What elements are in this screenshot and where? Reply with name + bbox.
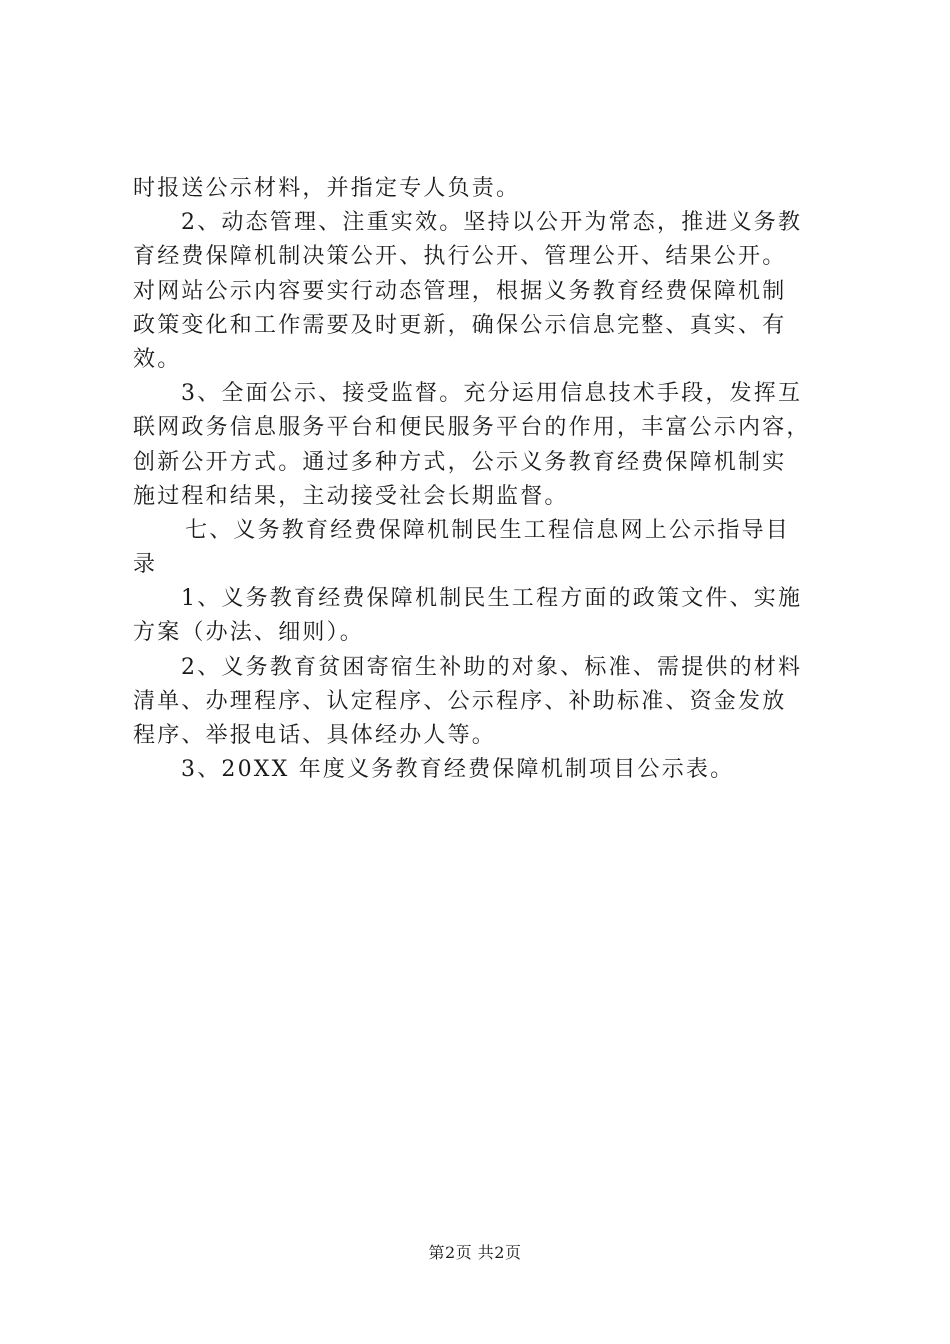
text-line: 对网站公示内容要实行动态管理，根据义务教育经费保障机制 — [133, 278, 787, 304]
page-number-footer: 第2页 共2页 — [428, 1243, 522, 1262]
text-line: 联网政务信息服务平台和便民服务平台的作用，丰富公示内容， — [133, 415, 811, 441]
text-line: 育经费保障机制决策公开、执行公开、管理公开、结果公开。 — [133, 244, 787, 270]
document-body — [133, 172, 833, 787]
text-line: 清单、办理程序、认定程序、公示程序、补助标准、资金发放 — [133, 688, 787, 714]
text-line: 2、义务教育贫困寄宿生补助的对象、标准、需提供的材料 — [181, 654, 803, 680]
text-line: 方案（办法、细则）。 — [133, 620, 365, 646]
text-line: 政策变化和工作需要及时更新，确保公示信息完整、真实、有 — [133, 312, 787, 338]
text-line: 创新公开方式。通过多种方式，公示义务教育经费保障机制实 — [133, 449, 787, 475]
text-line: 2、动态管理、注重实效。坚持以公开为常态，推进义务教 — [181, 210, 803, 236]
text-line: 程序、举报电话、具体经办人等。 — [133, 723, 497, 748]
text-line: 效。 — [133, 346, 182, 372]
text-line: 施过程和结果，主动接受社会长期监督。 — [133, 483, 569, 509]
text-line: 时报送公示材料，并指定专人负责。 — [133, 176, 521, 201]
text-line: 1、义务教育经费保障机制民生工程方面的政策文件、实施 — [181, 586, 803, 612]
text-line: 录 — [133, 552, 158, 578]
text-line: 3、20XX 年度义务教育经费保障机制项目公示表。 — [181, 757, 735, 783]
text-line: 3、全面公示、接受监督。充分运用信息技术手段，发挥互 — [181, 381, 803, 407]
section-heading: 七、义务教育经费保障机制民生工程信息网上公示指导目 — [185, 517, 791, 543]
